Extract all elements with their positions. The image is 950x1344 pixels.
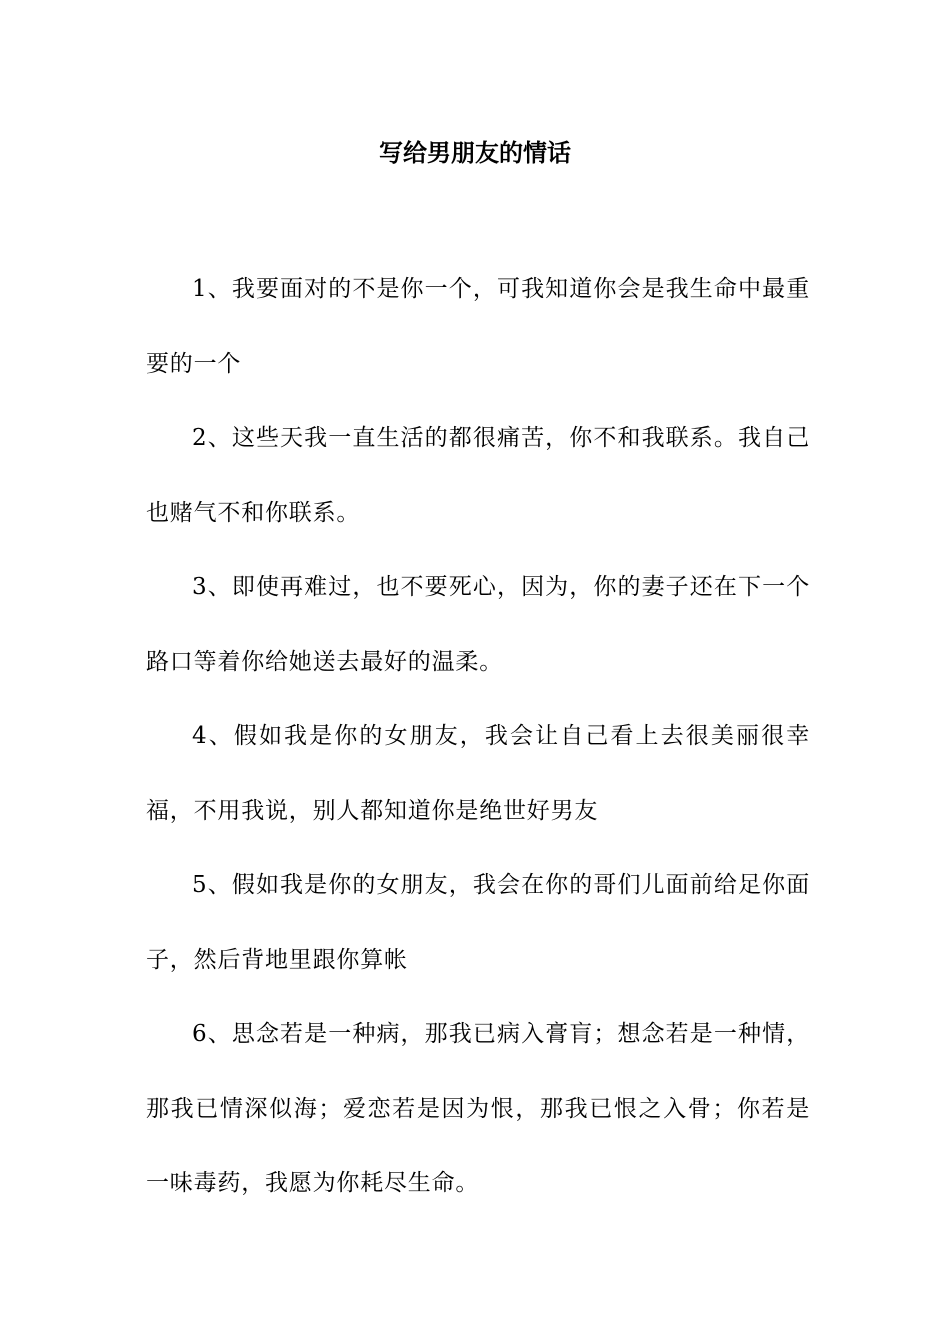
document-body xyxy=(146,252,810,1221)
paragraph-3: 3、即使再难过，也不要死心，因为，你的妻子还在下一个路口等着你给她送去最好的温柔。 xyxy=(146,574,810,675)
paragraph-1: 1、我要面对的不是你一个，可我知道你会是我生命中最重要的一个 xyxy=(146,276,810,377)
paragraph-2: 2、这些天我一直生活的都很痛苦，你不和我联系。我自己也赌气不和你联系。 xyxy=(146,425,810,526)
paragraph-4: 4、假如我是你的女朋友，我会让自己看上去很美丽很幸福，不用我说，别人都知道你是绝世好男友 xyxy=(146,723,810,824)
document-title: 写给男朋友的情话 xyxy=(379,139,571,167)
paragraph-5: 5、假如我是你的女朋友，我会在你的哥们儿面前给足你面子，然后背地里跟你算帐 xyxy=(146,872,810,973)
paragraph-6: 6、思念若是一种病，那我已病入膏肓；想念若是一种情，那我已情深似海；爱恋若是因为恨，那我已恨之入骨；你若是一味毒药，我愿为你耗尽生命。 xyxy=(146,1021,810,1196)
